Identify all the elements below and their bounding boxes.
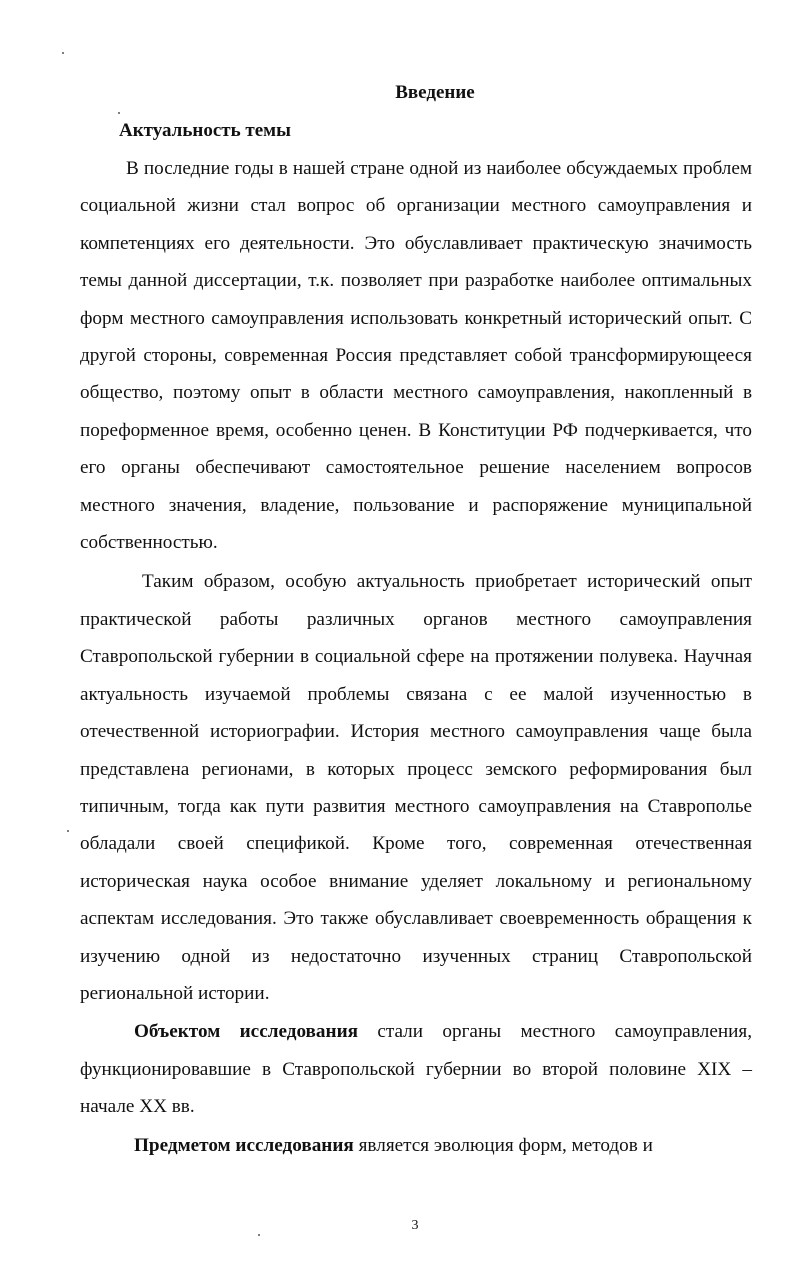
paragraph bbox=[80, 1127, 752, 1164]
scan-speck bbox=[62, 52, 64, 54]
body-text bbox=[80, 150, 752, 1164]
paragraph-text: является эволюция форм, методов и bbox=[353, 1134, 653, 1156]
paragraph-text: Таким образом, особую актуальность приобретает исторический опыт практической работы различных органов местного самоуправления Ставропольской губернии в социальной сфере на протяжении полувека. Научная актуальность изучаемой проблемы связана с ее малой изученностью в отечественной историографии. История местного самоуправления чаще была представлена регионами, в которых процесс земского реформирования был типичным, тогда как пути развития местного самоуправления на Ставрополье обладали своей спецификой. Кроме того, современная отечественная историческая наука особое внимание уделяет локальному и региональному аспектам исследования. Это также обуславливает своевременность обращения к изучению одной из недостаточно изученных страниц Ставропольской региональной истории. bbox=[80, 571, 752, 1004]
paragraph bbox=[80, 1013, 752, 1125]
paragraph bbox=[80, 563, 752, 1012]
scan-speck bbox=[67, 830, 69, 832]
page-number: 3 bbox=[411, 1218, 419, 1233]
paragraph-text: В последние годы в нашей стране одной из наиболее обсуждаемых проблем социальной жизни стал вопрос об организации местного самоуправления и компетенциях его деятельности. Это обуславливает практическую значимость темы данной диссертации, т.к. позволяет при разработке наиболее оптимальных форм местного самоуправления использовать конкретный исторический опыт. С другой стороны, современная Россия представляет собой трансформирующееся общество, поэтому опыт в области местного самоуправления, накопленный в пореформенное время, особенно ценен. В Конституции РФ подчеркивается, что его органы обеспечивают самостоятельное решение населением вопросов местного значения, владение, пользование и распоряжение муниципальной собственностью. bbox=[80, 158, 752, 554]
paragraph bbox=[80, 150, 752, 561]
scan-speck bbox=[118, 112, 120, 114]
paragraph-text: стали органы местного самоуправления, функционировавшие в Ставропольской губернии во второй половине XIX – начале XX вв. bbox=[80, 1021, 752, 1118]
section-subtitle: Актуальность темы bbox=[119, 120, 291, 141]
paragraph-lead: Предметом исследования bbox=[134, 1134, 354, 1156]
paragraph-lead: Объектом исследования bbox=[134, 1021, 359, 1043]
scan-speck bbox=[258, 1234, 260, 1236]
section-title: Введение bbox=[395, 82, 475, 103]
